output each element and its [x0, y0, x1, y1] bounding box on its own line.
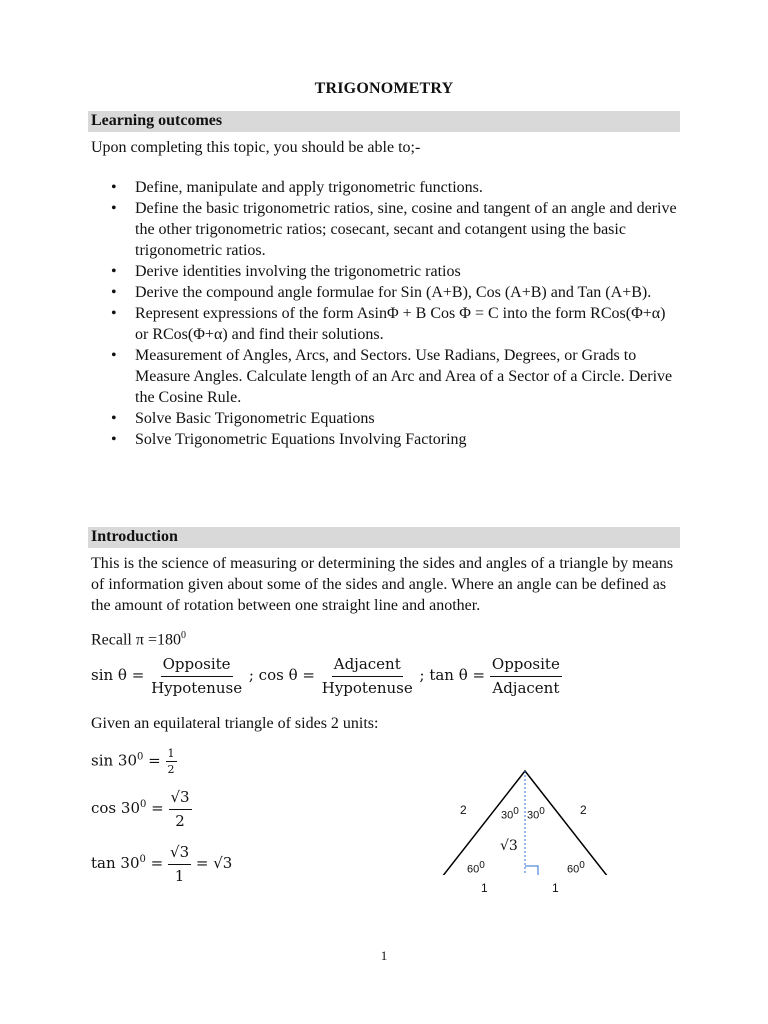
cos30-fraction [169, 788, 192, 830]
base-half-left-label: 1 [481, 881, 488, 895]
list-item: • Derive identities involving the trigonometric ratios [91, 261, 681, 282]
introduction-heading: Introduction [91, 528, 178, 545]
side-left-label: 2 [460, 803, 467, 817]
sin30-denominator: 2 [167, 763, 175, 776]
tan-label: ; tan θ = [419, 666, 486, 684]
tan30-equation [91, 843, 232, 885]
sin-label: sin θ = [91, 666, 145, 684]
recall-text: Recall π =180 [91, 631, 181, 649]
sin-fraction [149, 655, 244, 697]
tan30-denominator: 1 [174, 867, 185, 885]
apex-left-angle [501, 806, 519, 822]
cos-numerator: Adjacent [332, 655, 403, 677]
cos30-denominator: 2 [175, 812, 185, 830]
cos-label: ; cos θ = [248, 666, 315, 684]
apex-right-degree: 0 [539, 806, 545, 817]
cos30-lhs: cos 30 [91, 799, 140, 817]
cos30-degree: 0 [139, 799, 147, 810]
base-right-value: 60 [567, 863, 580, 876]
side-right-label: 2 [580, 803, 587, 817]
list-item: • Solve Basic Trigonometric Equations [91, 408, 681, 429]
tan30-lhs: tan 30 [91, 854, 140, 872]
base-left-angle [467, 860, 485, 876]
recall-line [91, 625, 186, 650]
base-left-degree: 0 [479, 860, 485, 871]
sin30-equals: = [148, 751, 161, 770]
learning-intro: Upon completing this topic, you should be able to;- [91, 139, 421, 156]
tan30-degree: 0 [139, 854, 146, 865]
list-item: • Measurement of Angles, Arcs, and Sectors. Use Radians, Degrees, or Grads to Measure Angles. Calculate length of an Arc and Area of a Sector of a Circle. Derive the Cosine Rule. [91, 345, 681, 408]
base-left-value: 60 [467, 863, 480, 876]
learning-outcomes-header [88, 111, 680, 132]
apex-left-degree: 0 [513, 806, 519, 817]
recall-degree: 0 [180, 630, 186, 641]
apex-right-value: 30 [527, 809, 540, 822]
given-text: Given an equilateral triangle of sides 2 units: [91, 715, 379, 732]
base-right-degree: 0 [579, 860, 585, 871]
list-item: • Define the basic trigonometric ratios, sine, cosine and tangent of an angle and derive the other trigonometric ratios; cosecant, secant and cotangent using the basic trigonometric ratios. [91, 198, 681, 261]
ratio-definitions [91, 655, 562, 697]
cos30-numerator: √3 [169, 788, 192, 810]
tan-denominator: Adjacent [492, 679, 560, 697]
page-title: TRIGONOMETRY [314, 80, 454, 97]
cos-fraction [320, 655, 415, 697]
introduction-header [88, 527, 680, 548]
right-angle-marker [525, 866, 538, 875]
learning-outcomes-heading: Learning outcomes [91, 112, 223, 129]
sin30-equation [91, 747, 177, 776]
tan-fraction [490, 655, 562, 697]
sin30-lhs: sin 30 [91, 751, 138, 770]
sin-denominator: Hypotenuse [151, 679, 243, 697]
tan-numerator: Opposite [490, 655, 562, 677]
height-label: √3 [500, 838, 518, 854]
introduction-body: This is the science of measuring or determining the sides and angles of a triangle by means of information given about some of the sides and angle. Where an angle can be defined as the amount of rotation between one straight line and another. [91, 555, 674, 614]
cos30-equation [91, 788, 192, 830]
tan30-fraction [168, 843, 191, 885]
sin-numerator: Opposite [161, 655, 233, 677]
list-item: • Represent expressions of the form AsinΦ + B Cos Φ = C into the form RCos(Φ+α) or RCos(Φ+α) and find their solutions. [91, 303, 681, 345]
base-half-right-label: 1 [552, 881, 559, 895]
tan30-equals: = [150, 854, 164, 872]
sin30-numerator: 1 [167, 747, 175, 760]
sin30-degree: 0 [137, 751, 144, 763]
sin30-fraction [166, 747, 177, 776]
cos30-equals: = [151, 799, 164, 817]
apex-right-angle [527, 806, 545, 822]
base-right-angle [567, 860, 585, 876]
tan30-rhs: = √3 [195, 854, 233, 872]
apex-left-value: 30 [501, 809, 514, 822]
cos-denominator: Hypotenuse [321, 679, 413, 697]
list-item: • Solve Trigonometric Equations Involving Factoring [91, 429, 681, 450]
list-item: • Define, manipulate and apply trigonometric functions. [91, 177, 681, 198]
learning-outcomes-list [91, 177, 681, 450]
page-number: 1 [380, 948, 388, 963]
tan30-numerator: √3 [168, 843, 191, 865]
list-item: • Derive the compound angle formulae for Sin (A+B), Cos (A+B) and Tan (A+B). [91, 282, 681, 303]
